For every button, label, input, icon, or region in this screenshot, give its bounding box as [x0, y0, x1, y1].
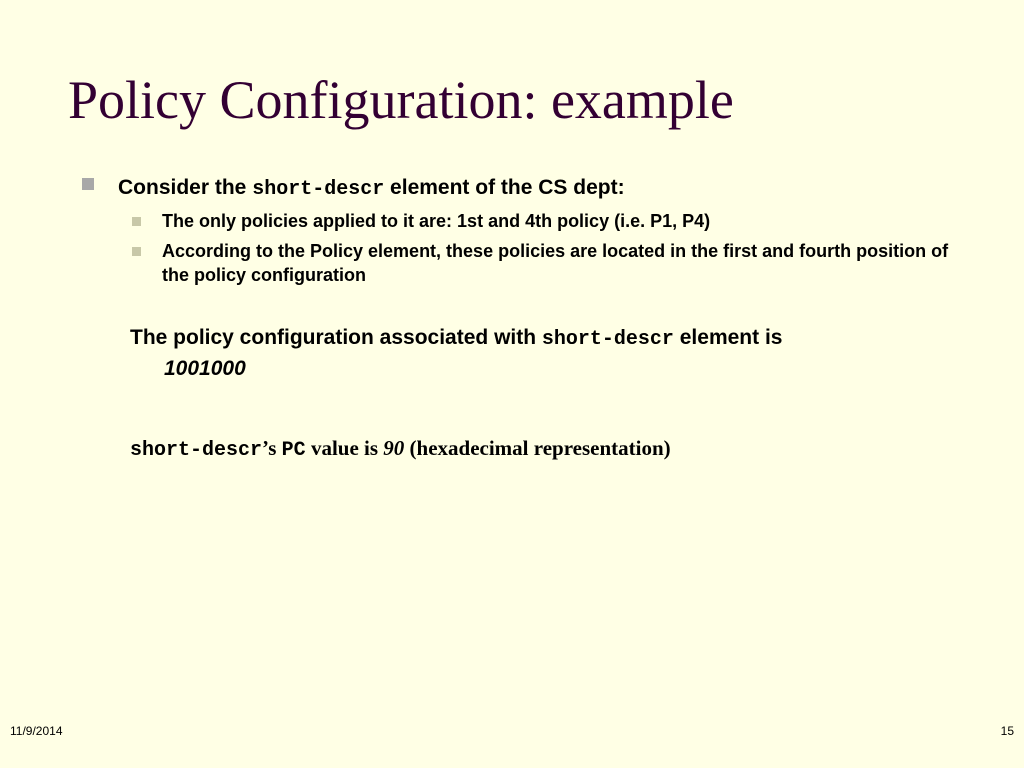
pc-possessive: ’s — [262, 436, 282, 460]
pc-sentence — [130, 434, 671, 465]
config-sentence-suffix: element is — [673, 326, 783, 349]
config-value: 1001000 — [164, 357, 246, 380]
code-short-descr: short-descr — [541, 328, 674, 351]
sub-bullet-position: According to the Policy element, these policies are located in the first and fourth position of the policy configuration — [162, 241, 949, 285]
slide-title: Policy Configuration: example — [68, 70, 734, 130]
page-number: 15 — [1000, 724, 1014, 738]
code-short-descr: short-descr — [130, 439, 263, 462]
config-sentence — [130, 323, 990, 383]
bullet-square-icon — [82, 178, 94, 190]
footer-date: 11/9/2014 — [10, 724, 63, 738]
pc-middle: value is — [305, 436, 384, 460]
bullet-consider — [118, 174, 625, 204]
sub-bullet-policies: The only policies applied to it are: 1st and 4th policy (i.e. P1, P4) — [162, 211, 711, 231]
code-short-descr: short-descr — [252, 178, 385, 201]
sub-bullet-square-icon — [132, 217, 141, 226]
sub-bullet-square-icon — [132, 247, 141, 256]
code-pc: PC — [281, 439, 306, 462]
pc-value: 90 — [383, 436, 405, 460]
bullet-consider-suffix: element of the CS dept: — [384, 176, 625, 199]
pc-suffix: (hexadecimal representation) — [404, 436, 671, 460]
config-sentence-prefix: The policy configuration associated with — [130, 326, 542, 349]
bullet-consider-prefix: Consider the — [118, 176, 253, 199]
